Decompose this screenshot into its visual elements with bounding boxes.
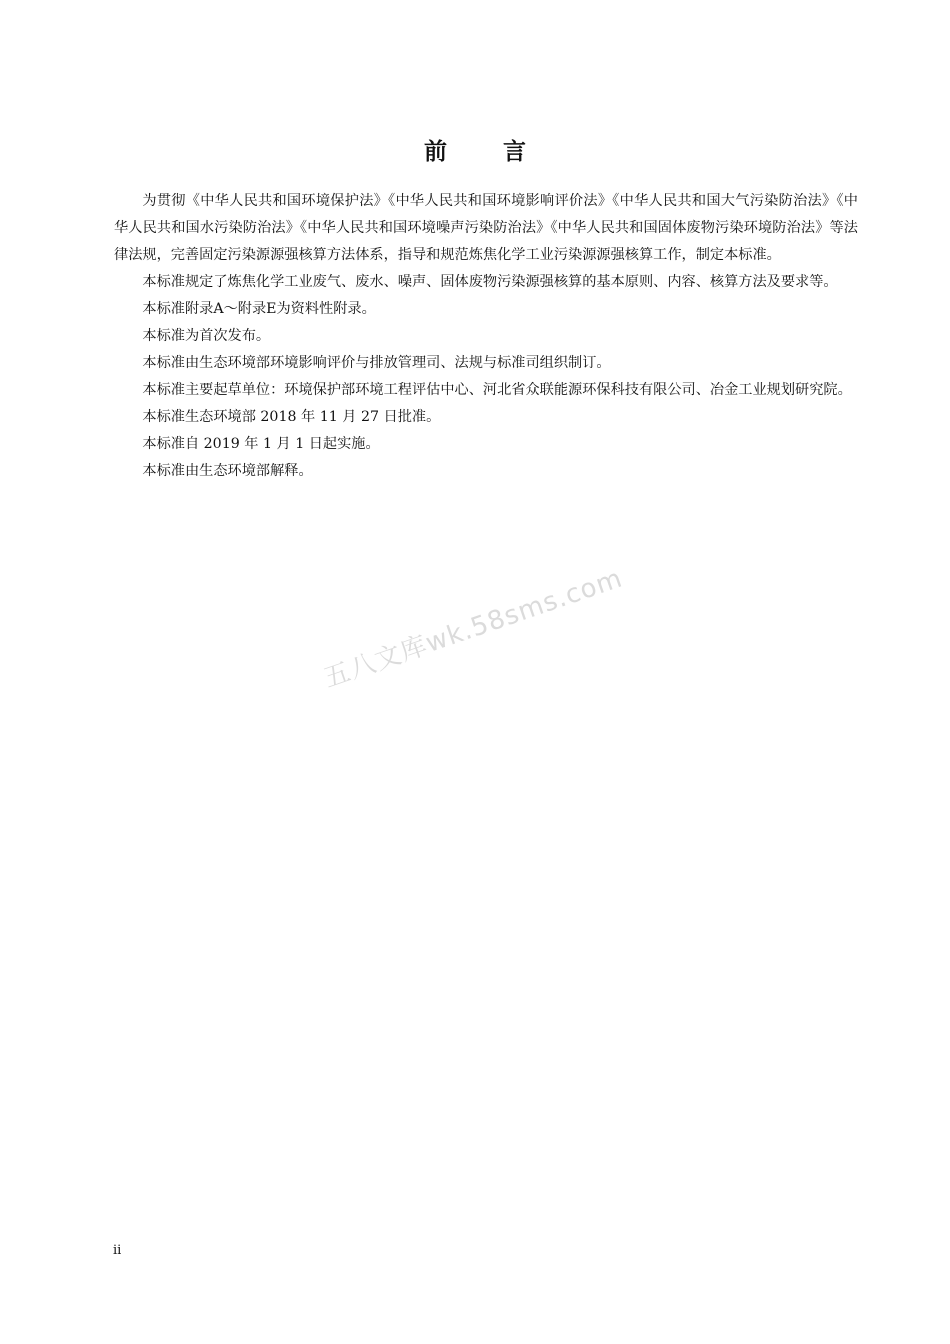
page-number: ii bbox=[113, 1243, 122, 1258]
paragraph-organizer: 本标准由生态环境部环境影响评价与排放管理司、法规与标准司组织制订。 bbox=[142, 355, 611, 371]
paragraph-effective-date: 本标准自 2019 年 1 月 1 日起实施。 bbox=[142, 436, 380, 452]
paragraph-approval: 本标准生态环境部 2018 年 11 月 27 日批准。 bbox=[142, 409, 441, 425]
paragraph-interpretation: 本标准由生态环境部解释。 bbox=[142, 463, 313, 479]
paragraph-first-release: 本标准为首次发布。 bbox=[142, 328, 271, 344]
paragraph-purpose: 为贯彻《中华人民共和国环境保护法》《中华人民共和国环境影响评价法》《中华人民共和国大气污染防治法》《中华人民共和国水污染防治法》《中华人民共和国环境噪声污染防治法》《中华人民共和国固体废物污染环境防治法》等法律法规，完善固定污染源源强核算方法体系，指导和规范炼焦化学工业污染源源强核算工作，制定本标准。 bbox=[114, 193, 858, 263]
paragraph-scope: 本标准规定了炼焦化学工业废气、废水、噪声、固体废物污染源强核算的基本原则、内容、核算方法及要求等。 bbox=[142, 274, 838, 290]
paragraph-appendix: 本标准附录A～附录E为资料性附录。 bbox=[142, 301, 376, 317]
preface-body bbox=[114, 188, 858, 485]
page-title: 前 言 bbox=[423, 139, 550, 165]
paragraph-drafters: 本标准主要起草单位：环境保护部环境工程评估中心、河北省众联能源环保科技有限公司、冶金工业规划研究院。 bbox=[142, 382, 852, 398]
watermark: 五八文库wk.58sms.com bbox=[319, 563, 627, 695]
